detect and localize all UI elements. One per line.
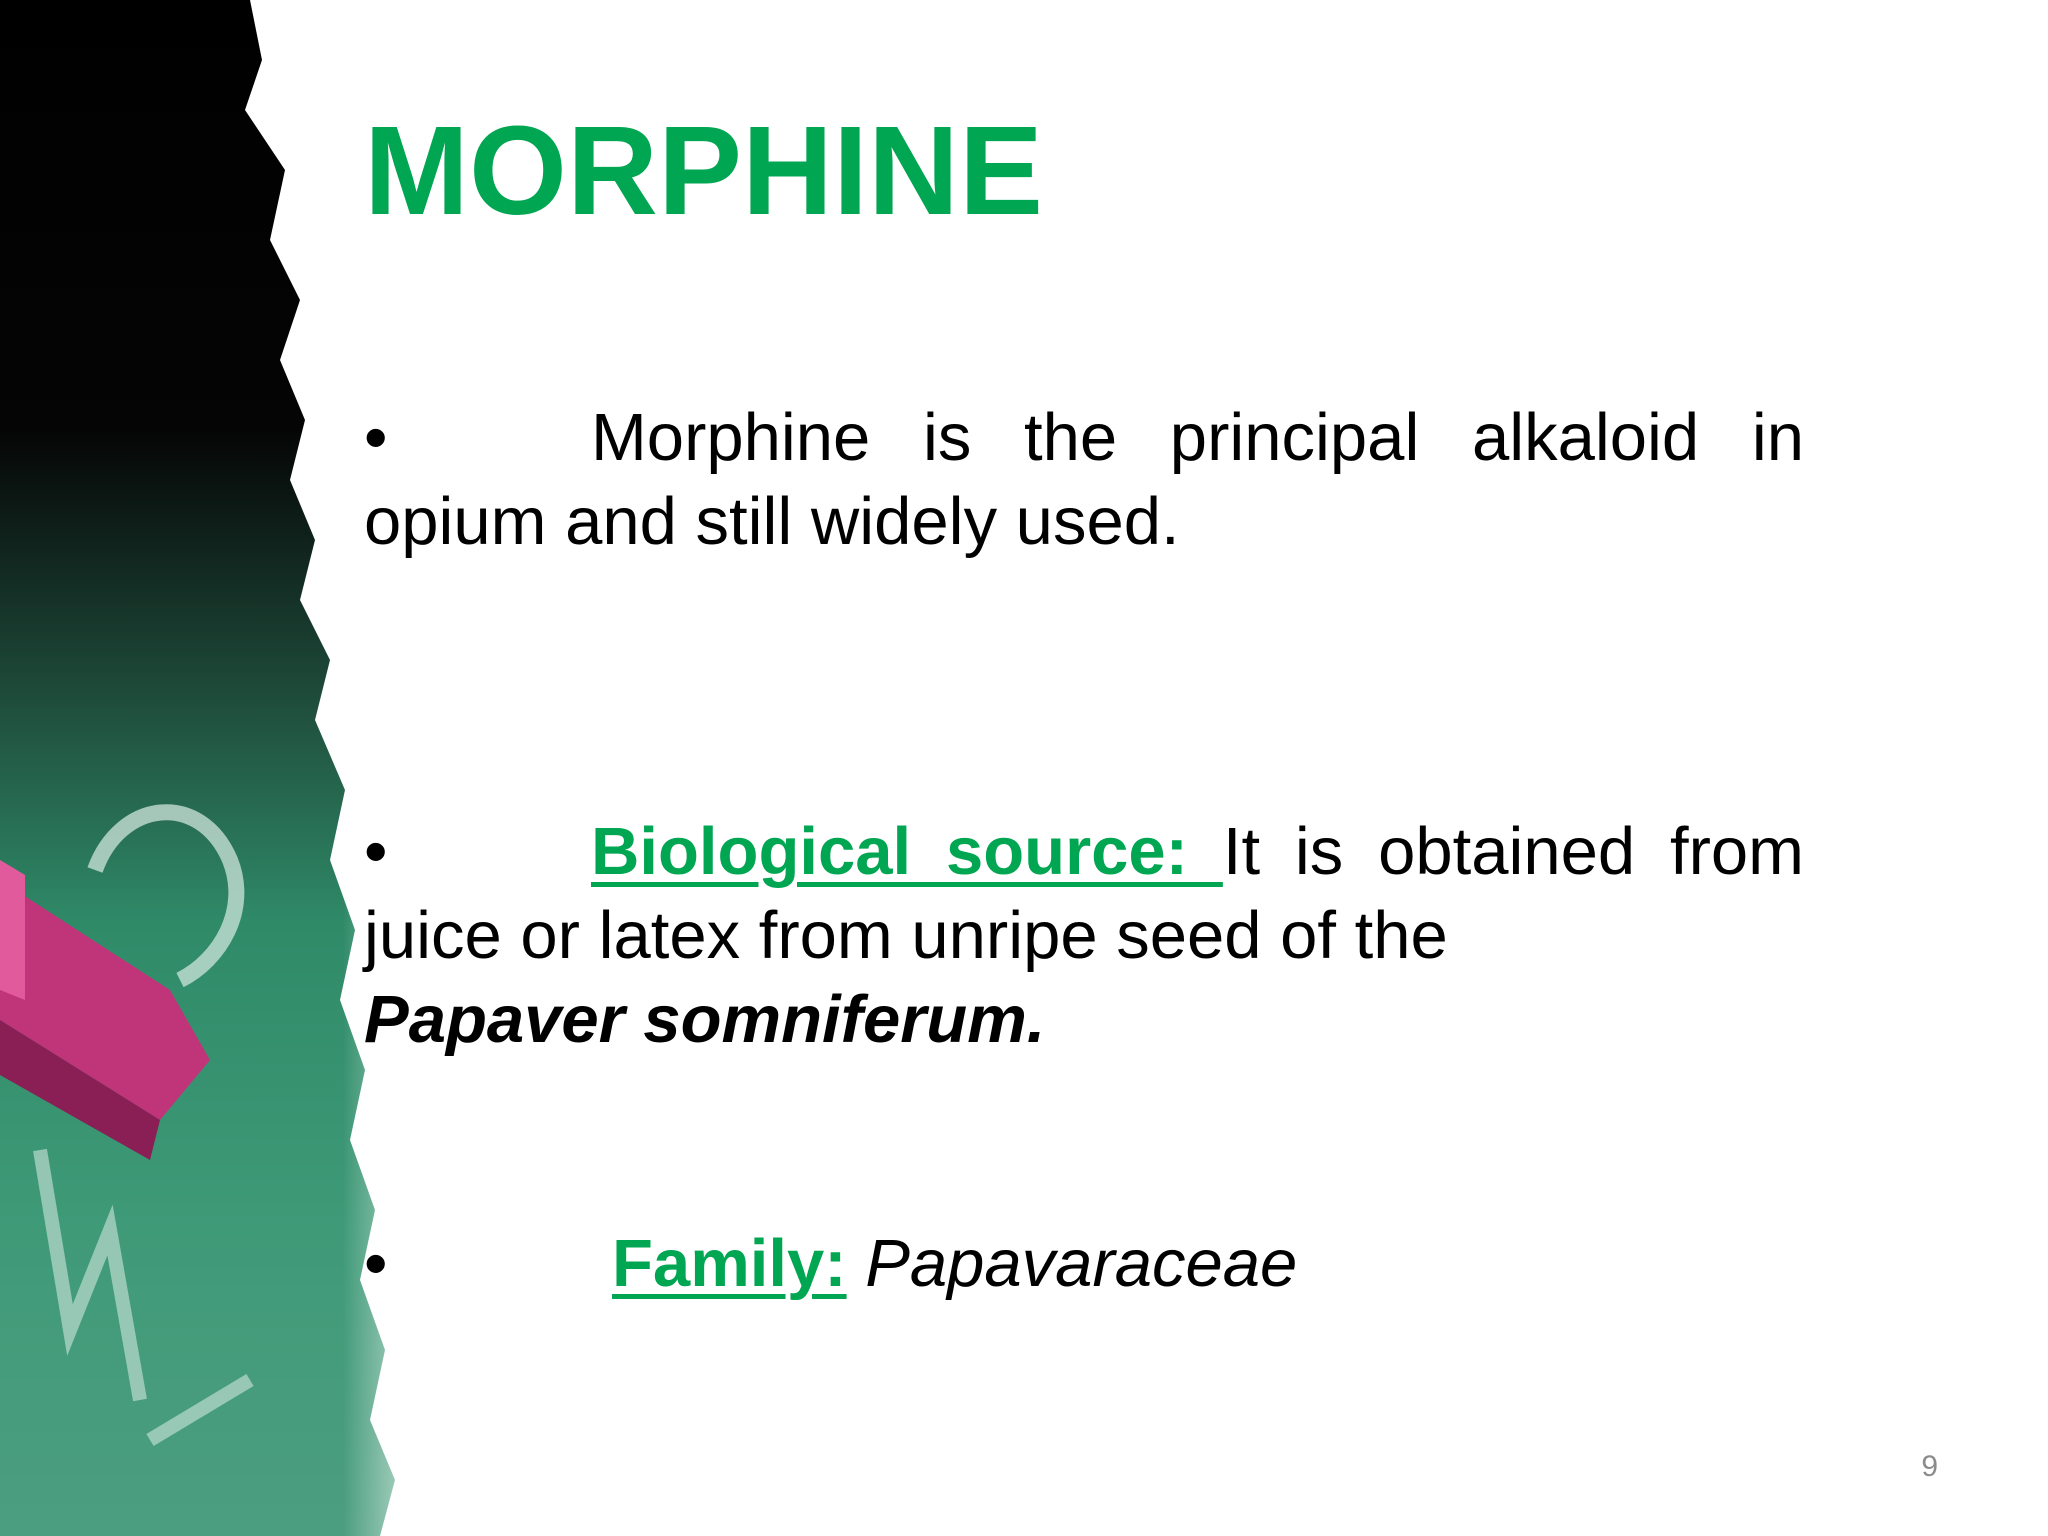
species-name: Papaver somniferum. xyxy=(364,982,1046,1057)
bullet-icon: • xyxy=(364,1226,388,1301)
paragraph-biological-source xyxy=(364,810,1804,1062)
bullet-icon: • xyxy=(364,400,388,475)
family-label: Family: xyxy=(612,1226,847,1301)
paragraph-family xyxy=(364,1222,1804,1306)
page-number: 9 xyxy=(1921,1450,1938,1483)
biological-source-text: It is obtained from juice or latex from unripe seed of the xyxy=(364,814,1804,973)
paragraph-morphine-definition xyxy=(364,396,1804,564)
morphine-definition-text: Morphine is the principal alkaloid in opium and still widely used. xyxy=(364,400,1804,559)
slide-content xyxy=(364,396,1804,1306)
family-name: Papavaraceae xyxy=(865,1226,1298,1301)
bullet-icon: • xyxy=(364,814,388,889)
biological-source-label: Biological source: xyxy=(591,814,1223,889)
slide-title: MORPHINE xyxy=(364,100,1044,241)
